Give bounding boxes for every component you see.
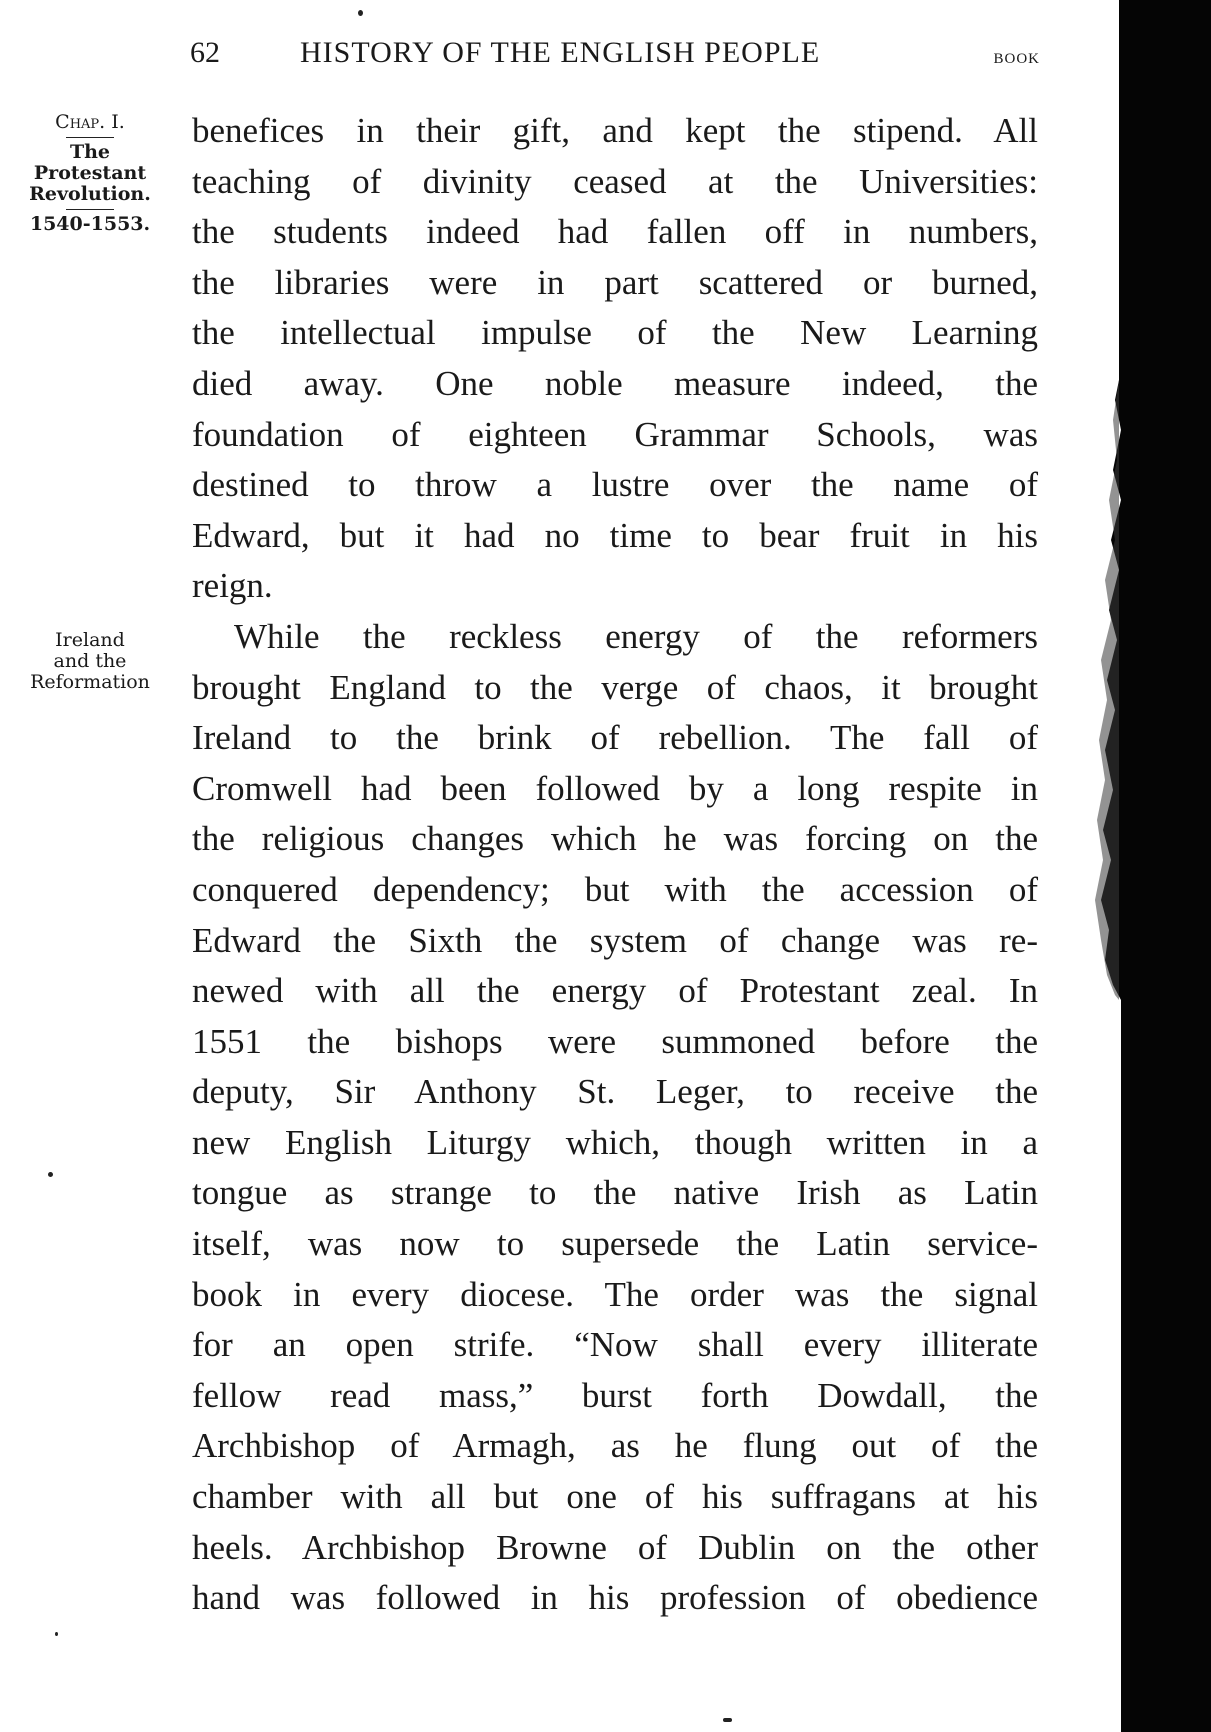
text-line: deputy, Sir Anthony St. Leger, to receive the bbox=[192, 1072, 1038, 1112]
text-line: newed with all the energy of Protestant zeal. In bbox=[192, 971, 1038, 1011]
sidenote-section-line-2: Protestant bbox=[33, 162, 147, 184]
text-line: heels. Archbishop Browne of Dublin on the other bbox=[192, 1527, 1038, 1567]
sidenote-chapter: Chap. I. bbox=[55, 111, 125, 133]
page-number: 62 bbox=[190, 36, 220, 69]
text-line: died away. One noble measure indeed, the bbox=[192, 363, 1038, 403]
text-line: the libraries were in part scattered or burned, bbox=[192, 262, 1038, 302]
sidenote-section-line-3: Revolution. bbox=[29, 183, 151, 205]
page-edge-shadow bbox=[1091, 0, 1211, 1732]
text-line: the intellectual impulse of the New Learning bbox=[192, 313, 1038, 353]
text-line: fellow read mass,” burst forth Dowdall, the bbox=[192, 1375, 1038, 1415]
sidenote-divider bbox=[66, 137, 114, 138]
text-line: book in every diocese. The order was the signal bbox=[192, 1274, 1038, 1314]
running-title: HISTORY OF THE ENGLISH PEOPLE bbox=[300, 36, 821, 69]
book-label: book bbox=[993, 44, 1040, 68]
text-line: Archbishop of Armagh, as he flung out of the bbox=[192, 1426, 1038, 1466]
text-line: destined to throw a lustre over the name of bbox=[192, 465, 1038, 505]
text-line: Ireland to the brink of rebellion. The fall of bbox=[192, 718, 1038, 758]
text-line: 1551 the bishops were summoned before the bbox=[192, 1021, 1038, 1061]
text-line: hand was followed in his profession of obedience bbox=[192, 1578, 1038, 1618]
text-line: While the reckless energy of the reformers bbox=[234, 616, 1038, 656]
text-line: Edward, but it had no time to bear fruit in his bbox=[192, 515, 1038, 555]
body-text bbox=[192, 106, 1038, 1624]
ink-speck bbox=[48, 1172, 53, 1177]
text-line: teaching of divinity ceased at the Universities: bbox=[192, 161, 1038, 201]
text-line: new English Liturgy which, though written in a bbox=[192, 1122, 1038, 1162]
running-header bbox=[190, 36, 1040, 76]
text-line: chamber with all but one of his suffragans at his bbox=[192, 1477, 1038, 1517]
text-line: benefices in their gift, and kept the stipend. All bbox=[192, 111, 1038, 150]
text-line: brought England to the verge of chaos, it brought bbox=[192, 667, 1038, 707]
sidenote-topic-group bbox=[0, 630, 180, 693]
text-line: Cromwell had been followed by a long respite in bbox=[192, 768, 1038, 808]
text-line: Edward the Sixth the system of change was re- bbox=[192, 920, 1038, 960]
ink-speck bbox=[723, 1718, 732, 1722]
text-line: the students indeed had fallen off in numbers, bbox=[192, 212, 1038, 252]
text-line: the religious changes which he was forcing on the bbox=[192, 819, 1038, 859]
text-line: conquered dependency; but with the accession of bbox=[192, 869, 1038, 909]
sidenote-topic-line-3: Reformation bbox=[30, 671, 150, 693]
text-line: foundation of eighteen Grammar Schools, was bbox=[192, 414, 1038, 454]
ink-speck bbox=[358, 10, 363, 16]
ink-speck bbox=[55, 1632, 58, 1636]
sidenote-dates: 1540-1553. bbox=[29, 213, 151, 235]
text-line: reign. bbox=[192, 566, 273, 606]
text-line: for an open strife. “Now shall every illiterate bbox=[192, 1325, 1038, 1365]
text-line: tongue as strange to the native Irish as Latin bbox=[192, 1173, 1038, 1213]
sidenote-divider bbox=[66, 209, 114, 210]
sidenote-topic-line-1: Ireland bbox=[55, 629, 125, 651]
sidenote-section-line-1: The bbox=[69, 141, 111, 163]
sidenote-topic-line-2: and the bbox=[53, 650, 127, 672]
page-edge-shape bbox=[1091, 0, 1211, 1732]
sidenote-chapter-group bbox=[0, 112, 180, 235]
text-line: itself, was now to supersede the Latin service- bbox=[192, 1224, 1038, 1264]
